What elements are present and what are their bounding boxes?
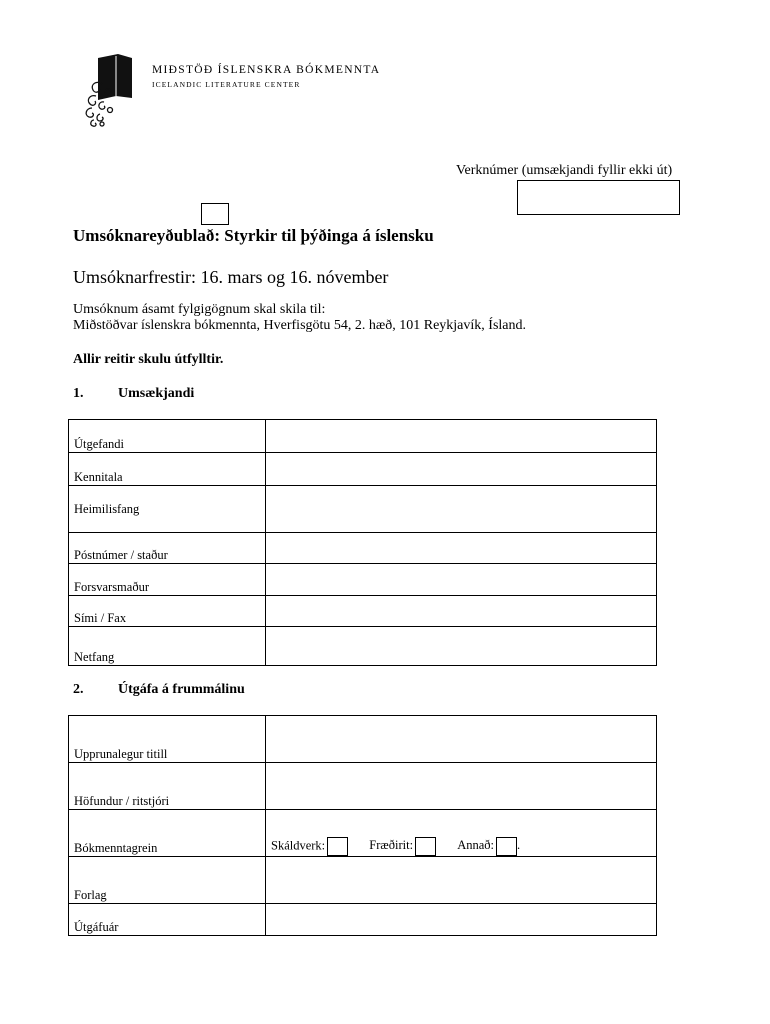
field-input-publisher-original[interactable] — [266, 857, 657, 904]
genre-option-label: Annað: — [457, 838, 494, 853]
table-row — [69, 564, 657, 596]
field-input-address[interactable] — [266, 486, 657, 533]
table-row — [69, 486, 657, 533]
table-row — [69, 420, 657, 453]
genre-end-period: . — [517, 838, 521, 853]
field-input-original-title[interactable] — [266, 716, 657, 763]
genre-option-label: Fræðirit: — [369, 838, 414, 853]
genre-other-checkbox[interactable] — [496, 837, 517, 856]
applicant-table — [68, 419, 657, 666]
genre-option-label: Skáldverk: — [271, 838, 326, 853]
submission-instructions: Umsóknum ásamt fylgigögnum skal skila til: — [73, 302, 326, 317]
required-fields-note: Allir reitir skulu útfylltir. — [73, 352, 224, 367]
case-number-label: Verknúmer (umsækjandi fyllir ekki út) — [456, 163, 673, 178]
field-label: Útgáfuár — [69, 904, 266, 936]
field-label: Sími / Fax — [69, 596, 266, 627]
field-input-publisher[interactable] — [266, 420, 657, 453]
table-row — [69, 810, 657, 857]
table-row — [69, 596, 657, 627]
case-number-field[interactable] — [517, 180, 680, 215]
section1-number: 1. — [73, 386, 84, 401]
org-name: MIÐSTÖÐ ÍSLENSKRA BÓKMENNTA — [152, 64, 381, 76]
field-label: Útgefandi — [69, 420, 266, 453]
table-row — [69, 533, 657, 564]
org-subtitle: ICELANDIC LITERATURE CENTER — [152, 80, 301, 89]
field-label: Upprunalegur titill — [69, 716, 266, 763]
submission-address: Miðstöðvar íslenskra bókmennta, Hverfisgötu 54, 2. hæð, 101 Reykjavík, Ísland. — [73, 318, 526, 333]
field-input-year[interactable] — [266, 904, 657, 936]
section2-number: 2. — [73, 682, 84, 697]
section1-title: Umsækjandi — [118, 386, 195, 401]
field-label: Bókmenntagrein — [69, 810, 266, 857]
form-checkbox[interactable] — [201, 203, 229, 225]
field-label: Kennitala — [69, 453, 266, 486]
field-input-email[interactable] — [266, 627, 657, 666]
field-label: Forsvarsmaður — [69, 564, 266, 596]
section2-title: Útgáfa á frummálinu — [118, 682, 245, 697]
field-input-postcode[interactable] — [266, 533, 657, 564]
genre-options — [266, 810, 657, 857]
field-label: Póstnúmer / staður — [69, 533, 266, 564]
field-input-phone[interactable] — [266, 596, 657, 627]
field-input-id-number[interactable] — [266, 453, 657, 486]
field-label: Höfundur / ritstjóri — [69, 763, 266, 810]
field-label: Heimilisfang — [69, 486, 266, 533]
table-row — [69, 904, 657, 936]
field-input-representative[interactable] — [266, 564, 657, 596]
genre-nonfiction-checkbox[interactable] — [415, 837, 436, 856]
field-label: Netfang — [69, 627, 266, 666]
table-row — [69, 716, 657, 763]
application-deadlines: Umsóknarfrestir: 16. mars og 16. nóvember — [73, 267, 389, 287]
field-label: Forlag — [69, 857, 266, 904]
table-row — [69, 453, 657, 486]
form-title: Umsóknareyðublað: Styrkir til þýðinga á íslensku — [73, 226, 434, 245]
table-row — [69, 627, 657, 666]
field-input-author[interactable] — [266, 763, 657, 810]
table-row — [69, 763, 657, 810]
genre-fiction-checkbox[interactable] — [327, 837, 348, 856]
table-row — [69, 857, 657, 904]
literature-center-logo — [80, 50, 150, 128]
original-publication-table — [68, 715, 657, 936]
